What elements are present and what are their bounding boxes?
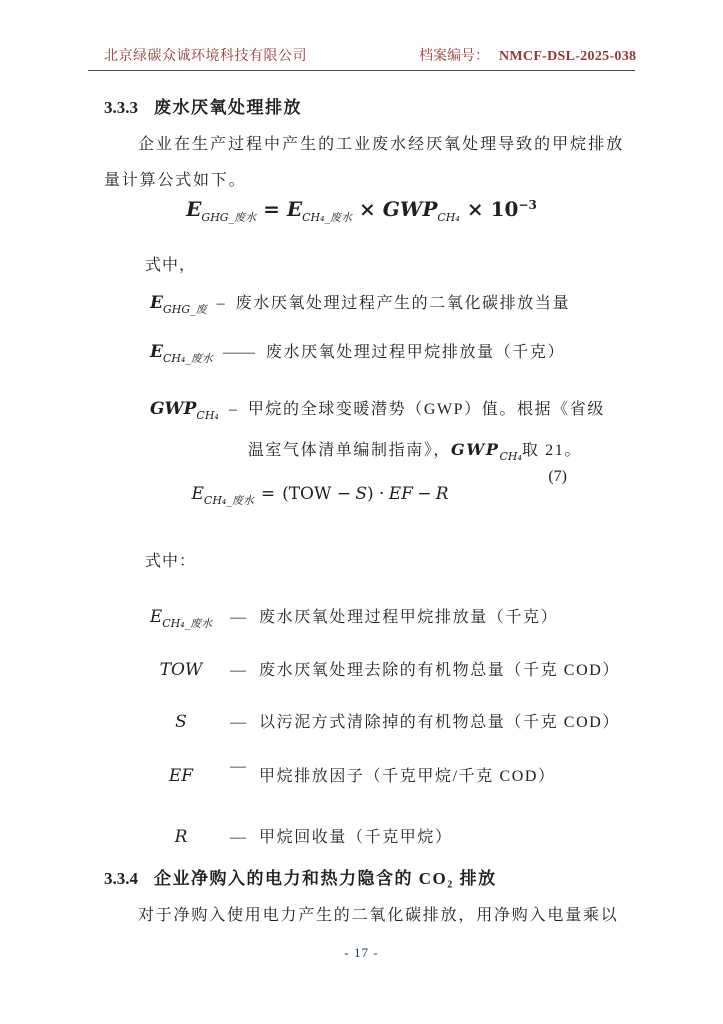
math-var: E [186, 197, 202, 221]
header-company-name: 北京绿碳众诚环境科技有限公司 [104, 49, 307, 64]
symbol: EF [168, 766, 194, 786]
symbol: $E_{CH_4\_废水}$ [149, 607, 213, 630]
archive-label: 档案编号： [419, 49, 489, 64]
definition-text: 甲烷回收量（千克甲烷） [259, 829, 453, 846]
definition-text: 以污泥方式清除掉的有机物总量（千克 COD） [259, 714, 620, 731]
math-var: E [286, 197, 303, 221]
definition-row-r [145, 824, 453, 847]
definition-line-1: 甲烷的全球变暖潜势（GWP）值。根据《省级 [247, 401, 605, 418]
math-var: R [435, 484, 449, 504]
where-label-2: 式中： [145, 553, 197, 570]
math-term: (TOW − [282, 484, 352, 504]
dash: — [230, 609, 246, 626]
section-number: 3.3.4 [104, 869, 138, 888]
definition-text [248, 390, 608, 471]
math-subscript: CH₄ [499, 450, 522, 463]
math-var: GWP [451, 440, 500, 459]
symbol: R [174, 827, 188, 847]
header-archive-number [419, 45, 636, 65]
definition-text: 甲烷排放因子（千克甲烷/千克 COD） [259, 768, 556, 785]
definition-row-ech4 [150, 339, 566, 365]
section-title: 废水厌氧处理排放 [154, 98, 302, 117]
dash: —— [222, 344, 255, 361]
math-operator: = [260, 484, 276, 504]
math-subscript: CH₄_废水 [203, 494, 254, 507]
definition-row-eghg [150, 290, 571, 316]
symbol: $GWP_{CH_4}$ [150, 399, 219, 422]
archive-number-value: NMCF-DSL-2025-038 [499, 49, 637, 64]
math-var: E [191, 484, 204, 504]
definition-text: 废水厌氧处理过程甲烷排放量（千克） [265, 344, 566, 361]
definition-row-ef [145, 758, 556, 786]
math-operator: × [359, 197, 376, 221]
definition-text: 废水厌氧处理去除的有机物总量（千克 COD） [259, 662, 620, 679]
dash: — [230, 662, 246, 679]
math-operator: = [263, 197, 280, 221]
dash: — [230, 714, 246, 731]
header-divider [88, 70, 635, 71]
dash: — [230, 758, 246, 775]
definition-text: 废水厌氧处理过程甲烷排放量（千克） [259, 609, 559, 626]
intro-paragraph-333: 企业在生产过程中产生的工业废水经厌氧处理导致的甲烷排放量计算公式如下。 [104, 136, 624, 189]
formula-ghg-wastewater [0, 197, 723, 222]
symbol: $E_{GHG\_废}$ [150, 293, 207, 316]
definition-row-s [145, 709, 620, 732]
math-term: ) · [367, 484, 385, 504]
equation-number: (7) [548, 468, 567, 485]
dash: — [230, 829, 246, 846]
math-subscript: CH₄_废水 [302, 211, 353, 224]
section-title: 企业净购入的电力和热力隐含的 CO₂ 排放 [154, 869, 497, 888]
math-exponent: −3 [518, 198, 537, 212]
math-number: 10 [490, 197, 519, 221]
math-subscript: CH₄ [437, 211, 460, 224]
math-var: GWP [382, 197, 438, 221]
dash: – [216, 295, 225, 312]
symbol: S [175, 712, 187, 732]
symbol: $E_{CH_4\_废水}$ [150, 342, 213, 365]
symbol: TOW [159, 660, 203, 680]
math-operator: − [417, 484, 432, 504]
formula-ch4-block [0, 468, 723, 518]
definition-row-gwp [150, 390, 608, 471]
definition-row-ech4-2 [145, 604, 559, 630]
where-label-1: 式中， [145, 257, 197, 274]
definition-row-tow [145, 657, 620, 680]
math-var: EF [388, 484, 413, 504]
math-var: S [355, 484, 368, 504]
definition-line-2: 温室气体清单编制指南》，$GWP_{CH_4}$取 21。 [247, 440, 582, 463]
section-heading-334 [104, 864, 497, 889]
dash: – [228, 401, 237, 418]
math-subscript: GHG_废水 [201, 211, 257, 224]
formula-ch4-wastewater [0, 484, 640, 507]
intro-paragraph-334: 对于净购入使用电力产生的二氧化碳排放，用净购入电量乘以 [138, 907, 619, 924]
page-number: - 17 - [344, 945, 379, 960]
math-operator: × [466, 197, 484, 221]
section-number: 3.3.3 [104, 98, 138, 117]
definition-text: 废水厌氧处理过程产生的二氧化碳排放当量 [235, 295, 571, 312]
section-heading-333 [104, 93, 302, 118]
